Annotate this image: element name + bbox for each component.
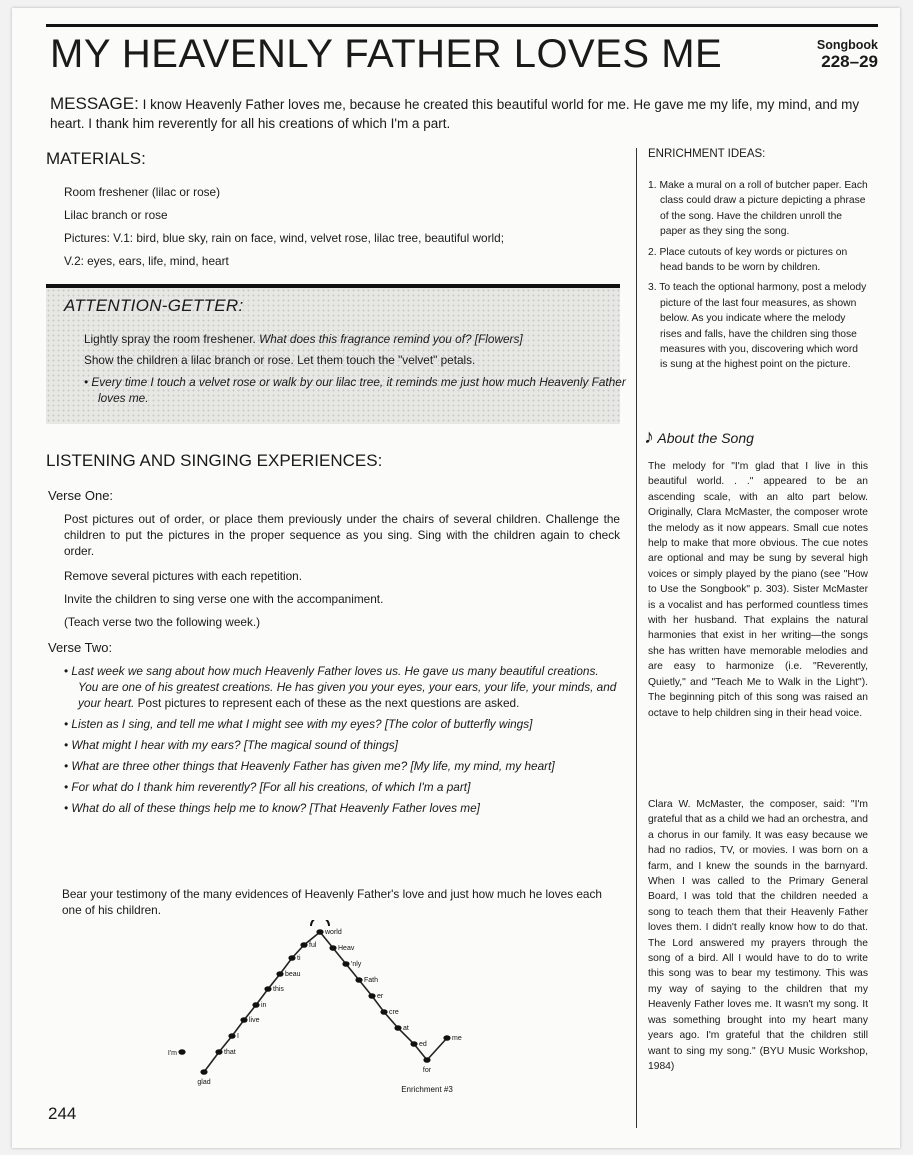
about-the-song-heading — [644, 426, 754, 449]
verse-one-heading: Verse One: — [48, 488, 114, 503]
verse-two-item-text: For what do I thank him reverently? [For all his creations, of which I'm a part] — [71, 780, 471, 794]
verse-two-item: • Last week we sang about how much Heavenly Father loves us. He gave us many beautiful creations. You are one of his greatest creations. He has given you your eyes, your ears, your life, your minds, and your heart. Post pictures to represent each of these as the next questions are asked. — [64, 664, 617, 710]
attention-line-1 — [84, 332, 523, 346]
songbook-label: Songbook — [816, 38, 878, 52]
melody-word: I'm — [167, 1050, 177, 1057]
melody-word: me — [452, 1035, 462, 1042]
enrichment-list — [648, 178, 868, 378]
verse-two-item: • What do all of these things help me to know? [That Heavenly Father loves me] — [64, 801, 480, 815]
melody-word: world — [325, 929, 342, 936]
enrichment-heading: ENRICHMENT IDEAS: — [648, 148, 766, 160]
melody-note — [329, 945, 336, 951]
melody-word: for — [422, 1067, 432, 1074]
verse-two-item-text: What do all of these things help me to know? [That Heavenly Father loves me] — [71, 801, 480, 815]
attention-getter-heading: ATTENTION-GETTER: — [64, 296, 244, 315]
melody-note — [240, 1017, 247, 1023]
message — [50, 94, 875, 133]
attention-line-1-plain: Lightly spray the room freshener. — [84, 332, 260, 346]
melody-word: live — [249, 1017, 260, 1024]
melody-note — [228, 1033, 235, 1039]
melody-note — [178, 1049, 185, 1055]
verse-two-heading: Verse Two: — [48, 640, 113, 655]
melody-word: Heav — [338, 945, 355, 952]
enrichment-item: 2. Place cutouts of key words or pictures on head bands to be worn by children. — [648, 246, 848, 274]
verse-two-item: • Listen as I sing, and tell me what I might see with my eyes? [The color of butterfly wings] — [64, 717, 533, 731]
melody-word: beau — [285, 971, 301, 978]
melody-note — [368, 993, 375, 999]
verse-two-item-text: What are three other things that Heavenly Father has given me? [My life, my mind, my heart] — [71, 759, 555, 773]
page-number: 244 — [48, 1104, 77, 1123]
melody-note — [288, 955, 295, 961]
materials-heading: MATERIALS: — [46, 149, 146, 168]
verse-two-item: • What are three other things that Heavenly Father has given me? [My life, my mind, my heart] — [64, 759, 555, 773]
melody-line — [427, 1038, 447, 1060]
column-divider — [636, 148, 637, 1128]
top-rule — [46, 24, 878, 27]
melody-note — [423, 1057, 430, 1063]
message-label: MESSAGE: — [50, 94, 139, 113]
about-paragraph: The melody for "I'm glad that I live in this beautiful world. . ." appeared to be an ascending scale, with an alto part below. Originally, Clara McMaster, the composer wrote the melody as it now appears. Small cue notes help to make that more obvious. The cue notes are optional and may be sung by several high voices or simply played by the piano (see "How to Use the Songbook" p. 303). Sister McMaster is a vocalist and has performed countless times with her husband. That explains the natural harmonies that exist in her writing—the songs she has written have memorable melodies and are easy to harmonize (i.e. "Reverently, Quietly," and "Teach Me to Walk in the Light"). The beginning pitch of this song was raised an octave to help children sing in their head voice. — [648, 461, 868, 719]
melody-note — [252, 1002, 259, 1008]
melody-word: Fath — [364, 977, 379, 984]
melody-word: cre — [389, 1009, 399, 1016]
verse-two-item-text: Listen as I sing, and tell me what I might see with my eyes? [The color of butterfly wings] — [71, 717, 533, 731]
melody-note — [276, 971, 283, 977]
melody-word: ful — [309, 942, 317, 949]
melody-note — [355, 977, 362, 983]
melody-note — [215, 1049, 222, 1055]
verse-two-item-italic: Last week we sang about how much Heavenly Father loves us. He gave us many beautiful creations. You are one of his greatest creations. He has given you your eyes, your ears, your life, your minds, and your heart. — [71, 664, 617, 710]
attention-line-1-italic: What does this fragrance remind you of? [Flowers] — [259, 332, 523, 346]
melody-word: ti — [297, 955, 301, 962]
fermata-icon — [311, 920, 329, 926]
testimony-paragraph: Bear your testimony of the many evidences of Heavenly Father's love and just how much he loves each one of his children. — [62, 887, 602, 917]
verse-one-paragraph: (Teach verse two the following week.) — [64, 615, 261, 629]
about-heading-text: About the Song — [657, 430, 754, 446]
verse-two-list — [64, 663, 620, 821]
attention-bullet: • Every time I touch a velvet rose or walk by our lilac tree, it reminds me just how much Heavenly Father loves me. — [84, 375, 626, 405]
melody-note — [300, 942, 307, 948]
verse-two-item-plain: Post pictures to represent each of these as the next questions are asked. — [134, 696, 520, 710]
verse-one-paragraph: Remove several pictures with each repetition. — [64, 569, 303, 583]
melody-note — [443, 1035, 450, 1041]
verse-two-item-text: What might I hear with my ears? [The magical sound of things] — [71, 738, 398, 752]
melody-note — [380, 1009, 387, 1015]
verse-two-item: • What might I hear with my ears? [The magical sound of things] — [64, 738, 398, 752]
melody-word: at — [403, 1025, 409, 1032]
melody-word: er — [377, 993, 384, 1000]
materials-item: V.2: eyes, ears, life, mind, heart — [64, 254, 229, 268]
materials-item: Pictures: V.1: bird, blue sky, rain on face, wind, velvet rose, lilac tree, beautiful world; — [64, 231, 504, 245]
melody-picture — [162, 920, 472, 1100]
about-paragraph: Clara W. McMaster, the composer, said: "I'm grateful that as a child we had an orchestra, and a chorus in our family. It was easy because we had no radios, TV, or movies. I was born on a farm, and I knew the sounds in the barnyard. When I was called to the Primary General Board, I was told that the children needed a song to teach them that their Heavenly Father loves them. I didn't really know how to do that. The Lord answered my prayers through the song of a bird. All I would have to do to write this song was to bear my testimony. This was my way of saying to the children that my Heavenly Father loves me. It wasn't my song. It was something brought into my heart many years ago. I'm grateful that the children still want to sing my song." (BYU Music Workshop, 1984) — [648, 799, 868, 1072]
message-text: I know Heavenly Father loves me, because he created this beautiful world for me. He gave me my life, my mind, and my heart. I thank him reverently for all his creations of which I'm a part. — [50, 97, 860, 131]
enrichment-item: 3. To teach the optional harmony, post a melody picture of the last four measures, as shown below. As you indicate where the melody rises and falls, have the children sing those measures with you, discovering which word is sung at the highest point on the picture. — [648, 282, 867, 371]
melody-line — [204, 932, 427, 1072]
songbook-page — [12, 8, 900, 1148]
page-title: MY HEAVENLY FATHER LOVES ME — [50, 32, 723, 76]
melody-word: this — [273, 986, 284, 993]
melody-word: I — [237, 1033, 239, 1040]
melody-word: glad — [197, 1079, 211, 1086]
melody-word: that — [224, 1049, 236, 1056]
materials-item: Lilac branch or rose — [64, 208, 168, 222]
attention-line-2: Show the children a lilac branch or rose. Let them touch the "velvet" petals. — [84, 353, 476, 367]
melody-note — [200, 1069, 207, 1075]
verse-one-paragraph: Post pictures out of order, or place them previously under the chairs of several children. Challenge the children to put the pictures in the proper sequence as you sing. Sing with the children again to check order. — [64, 512, 620, 558]
melody-word: ed — [419, 1041, 427, 1048]
melody-note — [264, 986, 271, 992]
materials-list — [64, 181, 634, 273]
attention-getter-box — [46, 284, 626, 424]
melody-word: in — [261, 1002, 267, 1009]
songbook-pages: 228–29 — [821, 52, 878, 71]
listening-heading: LISTENING AND SINGING EXPERIENCES: — [46, 451, 383, 470]
melody-note — [394, 1025, 401, 1031]
verse-one-paragraph: Invite the children to sing verse one with the accompaniment. — [64, 592, 384, 606]
enrichment-item: 1. Make a mural on a roll of butcher paper. Each class could draw a picture depicting a phrase of the song. Have the children unroll the paper as they sing the song. — [648, 180, 868, 238]
songbook-reference — [817, 38, 878, 72]
melody-caption: Enrichment #3 — [401, 1085, 453, 1094]
music-note-icon: ♪ — [644, 426, 654, 448]
melody-note — [410, 1041, 417, 1047]
verse-two-item: • For what do I thank him reverently? [For all his creations, of which I'm a part] — [64, 780, 471, 794]
melody-word: 'nly — [351, 961, 362, 968]
melody-note — [342, 961, 349, 967]
materials-item: Room freshener (lilac or rose) — [64, 185, 221, 199]
melody-note — [316, 929, 323, 935]
